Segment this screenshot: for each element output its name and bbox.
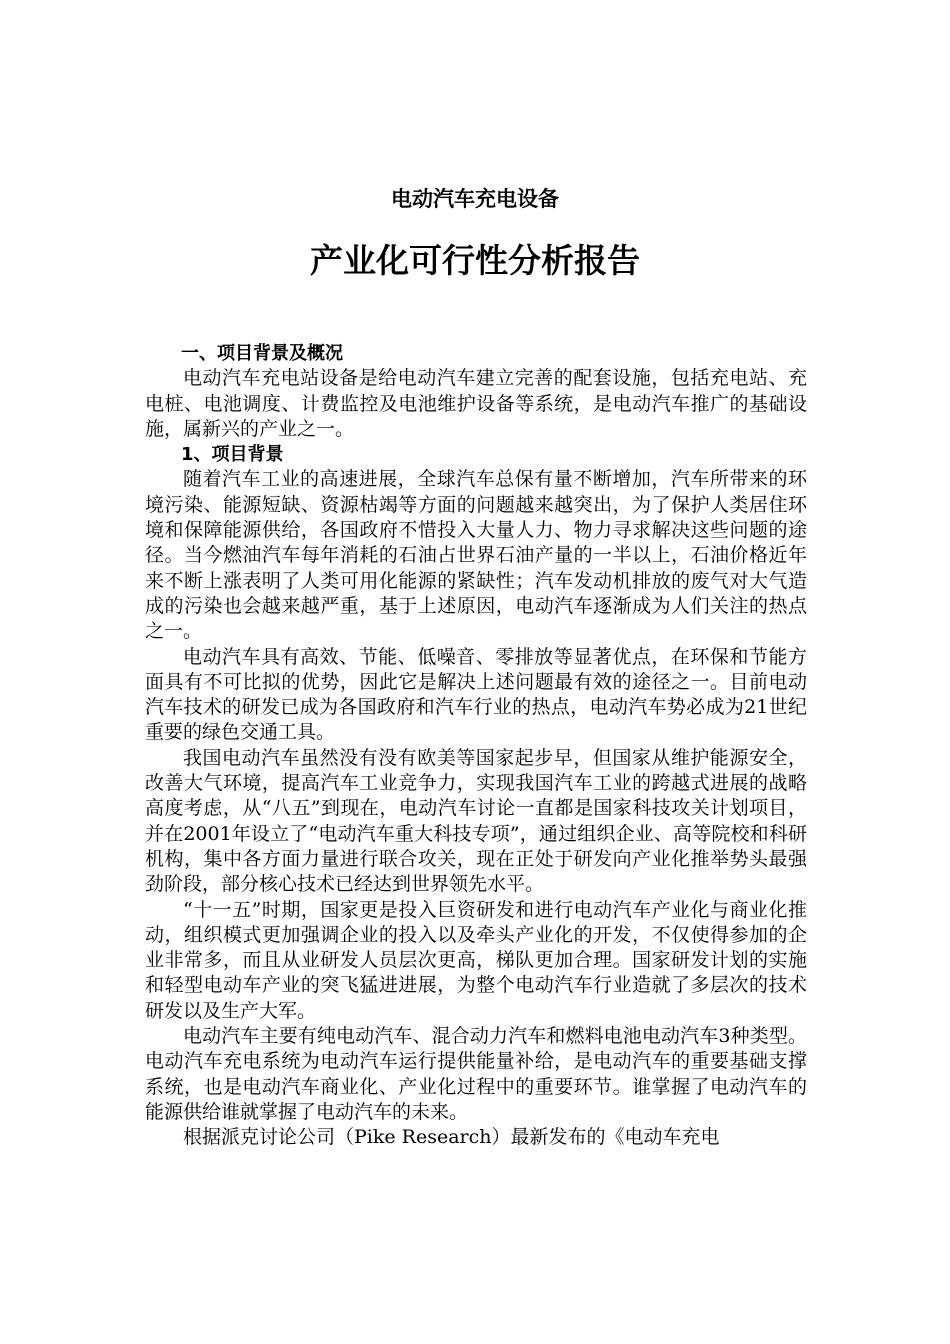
body-paragraph: 我国电动汽车虽然没有没有欧美等国家起步早，但国家从维护能源安全，改善大气环境，提高汽车工业竞争力，实现我国汽车工业的跨越式进展的战略高度考虑，从“八五”到现在，电动汽车讨论一直都是国家科技攻关计划项目，并在2001年设立了“电动汽车重大科技专项”，通过组织企业、高等院校和科研机构，集中各方面力量进行联合攻关，现在正处于研发向产业化推举势头最强劲阶段，部分核心技术已经达到世界领先水平。 <box>145 746 807 896</box>
document-body <box>145 341 807 1151</box>
section-heading: 一、项目背景及概况 <box>181 343 343 364</box>
intro-paragraph: 电动汽车充电站设备是给电动汽车建立完善的配套设施，包括充电站、充电桩、电池调度、计费监控及电池维护设备等系统，是电动汽车推广的基础设施，属新兴的产业之一。 <box>145 367 807 440</box>
body-paragraph: 电动汽车主要有纯电动汽车、混合动力汽车和燃料电池电动汽车3种类型。电动汽车充电系统为电动汽车运行提供能量补给，是电动汽车的重要基础支撑系统，也是电动汽车商业化、产业化过程中的重要环节。谁掌握了电动汽车的能源供给谁就掌握了电动汽车的未来。 <box>145 1025 807 1123</box>
body-paragraph: “十一五”时期，国家更是投入巨资研发和进行电动汽车产业化与商业化推动，组织模式更加强调企业的投入以及牵头产业化的开发，不仅使得参加的企业非常多，而且从业研发人员层次更高，梯队更加合理。国家研发计划的实施和轻型电动车产业的突飞猛进进展，为整个电动汽车行业造就了多层次的技术研发以及生产大军。 <box>145 898 807 1022</box>
document-subtitle: 电动汽车充电设备 <box>391 187 559 211</box>
document-title: 产业化可行性分析报告 <box>310 241 640 280</box>
body-paragraph: 根据派克讨论公司（Pike Research）最新发布的《电动车充电 <box>183 1126 720 1149</box>
body-paragraph: 电动汽车具有高效、节能、低噪音、零排放等显著优点，在环保和节能方面具有不可比拟的优势，因此它是解决上述问题最有效的途径之一。目前电动汽车技术的研发已成为各国政府和汽车行业的热点，电动汽车势必成为21世纪重要的绿色交通工具。 <box>145 645 807 744</box>
body-paragraph: 随着汽车工业的高速进展，全球汽车总保有量不断增加，汽车所带来的环境污染、能源短缺、资源枯竭等方面的问题越来越突出，为了保护人类居住环境和保障能源供给，各国政府不惜投入大量人力、物力寻求解决这些问题的途径。当今燃油汽车每年消耗的石油占世界石油产量的一半以上，石油价格近年来不断上涨表明了人类可用化能源的紧缺性；汽车发动机排放的废气对大气造成的污染也会越来越严重，基于上述原因，电动汽车逐渐成为人们关注的热点之一。 <box>145 468 807 643</box>
subsection-heading: 1、项目背景 <box>181 444 284 466</box>
